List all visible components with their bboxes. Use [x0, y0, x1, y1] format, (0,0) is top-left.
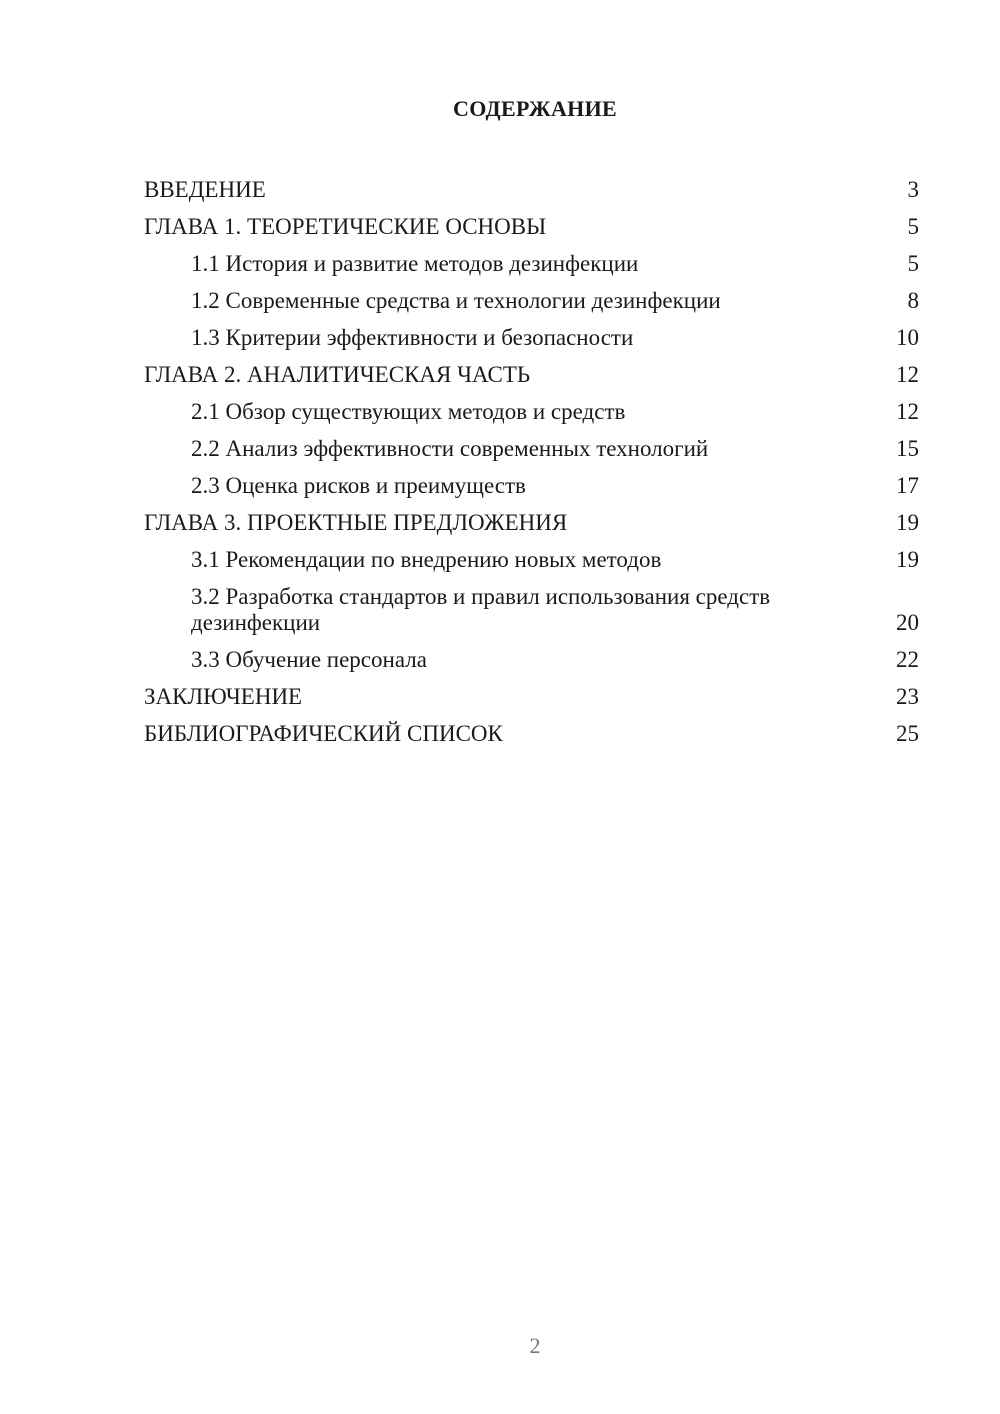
toc-entry-label: ГЛАВА 3. ПРОЕКТНЫЕ ПРЕДЛОЖЕНИЯ — [144, 510, 568, 535]
toc-entry-chapter-3[interactable] — [144, 499, 919, 536]
toc-entry-section-1-3[interactable] — [144, 314, 919, 351]
toc-entry-label: 2.1 Обзор существующих методов и средств — [191, 399, 626, 424]
toc-entry-label: 3.2 Разработка стандартов и правил использования средств дезинфекции — [191, 584, 771, 635]
toc-entry-label: ЗАКЛЮЧЕНИЕ — [144, 684, 303, 709]
toc-entry-label: ГЛАВА 1. ТЕОРЕТИЧЕСКИЕ ОСНОВЫ — [144, 214, 547, 239]
toc-entry-section-2-2[interactable] — [144, 425, 919, 462]
toc-entry-label: 1.2 Современные средства и технологии дезинфекции — [191, 288, 721, 313]
toc-entry-label: ГЛАВА 2. АНАЛИТИЧЕСКАЯ ЧАСТЬ — [144, 362, 531, 387]
toc-entry-page: 15 — [896, 436, 919, 461]
table-of-contents — [144, 166, 919, 747]
toc-entry-introduction[interactable] — [144, 166, 919, 203]
toc-entry-page: 12 — [896, 362, 919, 387]
page-title: СОДЕРЖАНИЕ — [453, 96, 617, 121]
toc-entry-label: 3.1 Рекомендации по внедрению новых методов — [191, 547, 662, 572]
toc-entry-label: БИБЛИОГРАФИЧЕСКИЙ СПИСОК — [144, 721, 503, 746]
toc-entry-label: ВВЕДЕНИЕ — [144, 177, 266, 202]
toc-entry-label: 1.1 История и развитие методов дезинфекции — [191, 251, 639, 276]
toc-entry-section-2-1[interactable] — [144, 388, 919, 425]
toc-entry-section-3-3[interactable] — [144, 636, 919, 673]
toc-entry-page: 19 — [896, 547, 919, 572]
toc-entry-page: 23 — [896, 684, 919, 709]
toc-entry-label: 1.3 Критерии эффективности и безопасности — [191, 325, 634, 350]
toc-entry-page: 19 — [896, 510, 919, 535]
page-number: 2 — [529, 1333, 541, 1358]
toc-entry-page: 12 — [896, 399, 919, 424]
toc-entry-label: 3.3 Обучение персонала — [191, 647, 427, 672]
toc-entry-label: 2.3 Оценка рисков и преимуществ — [191, 473, 526, 498]
toc-entry-page: 8 — [907, 288, 919, 313]
toc-entry-chapter-2[interactable] — [144, 351, 919, 388]
toc-entry-page: 10 — [896, 325, 919, 350]
toc-entry-page: 17 — [896, 473, 919, 498]
toc-entry-section-3-1[interactable] — [144, 536, 919, 573]
toc-entry-bibliography[interactable] — [144, 710, 919, 747]
toc-entry-page: 25 — [896, 721, 919, 746]
toc-entry-page: 20 — [896, 610, 919, 635]
toc-entry-section-1-2[interactable] — [144, 277, 919, 314]
toc-entry-conclusion[interactable] — [144, 673, 919, 710]
toc-entry-section-3-2[interactable] — [144, 573, 919, 636]
toc-entry-page: 5 — [907, 214, 919, 239]
toc-entry-label: 2.2 Анализ эффективности современных технологий — [191, 436, 709, 461]
toc-entry-section-2-3[interactable] — [144, 462, 919, 499]
toc-entry-chapter-1[interactable] — [144, 203, 919, 240]
toc-entry-page: 22 — [896, 647, 919, 672]
toc-entry-page: 5 — [907, 251, 919, 276]
toc-entry-section-1-1[interactable] — [144, 240, 919, 277]
toc-entry-page: 3 — [907, 177, 919, 202]
